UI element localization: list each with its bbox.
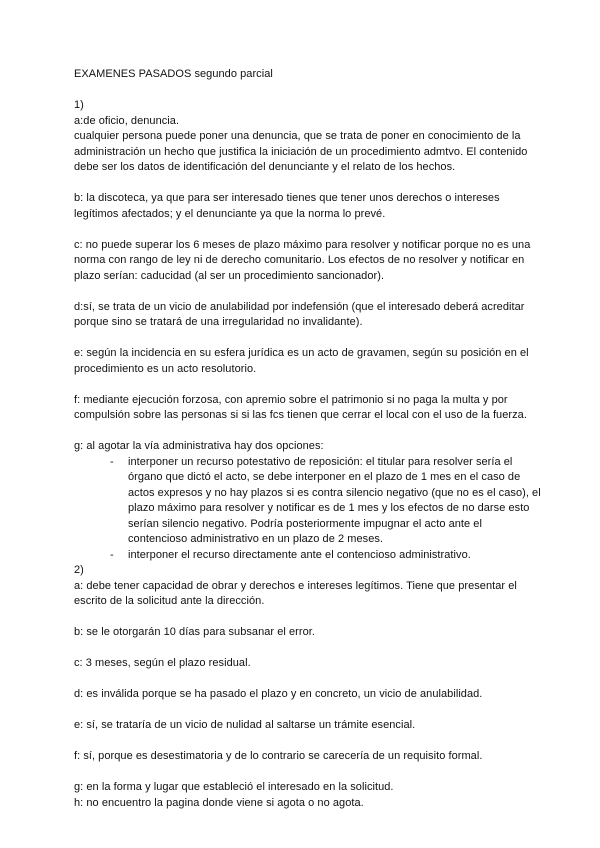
answer-1g-intro: g: al agotar la vía administrativa hay dos opciones: [74,440,324,452]
dash-bullet: - [110,455,114,468]
answer-2b: b: se le otorgarán 10 días para subsanar el error. [74,626,315,638]
answer-1d: d:sí, se trata de un vicio de anulabilidad por indefensión (que el interesado deberá acreditar porque sino se tratará de una irregularidad no invalidante). [74,300,525,328]
answer-1c: c: no puede superar los 6 meses de plazo máximo para resolver y notificar porque no es una norma con rango de ley ni de derecho comunitario. Los efectos de no resolver y notificar en plazo serían: caducidad (al ser un procedimiento sancionador). [74,238,531,282]
answer-1a-line2: cualquier persona puede poner una denuncia, que se trata de poner en conocimiento de la administración un hecho que justifica la iniciación de un procedimiento admtvo. El contenido debe ser los datos de identificación del denunciante y el relato de los hechos. [74,130,528,173]
answer-2e: e: sí, se trataría de un vicio de nulidad al saltarse un trámite esencial. [74,719,416,731]
answer-1g-options [74,455,542,564]
list-item [110,548,542,564]
answer-2c: c: 3 meses, según el plazo residual. [74,657,251,669]
list-item-text: interponer un recurso potestativo de reposición: el titular para resolver sería el órgano que dictó el acto, se debe interponer en el plazo de 1 mes en el caso de actos expresos y no hay plazos si es contra silencio negativo (que no es el caso), el plazo máximo para resolver y notificar es de 1 mes y los efectos de no darse esto serían silencio negativo. Podría posteriormente impugnar el acto ante el contencioso administrativo en un plazo de 2 meses. [128,455,541,545]
list-item-text: interponer el recurso directamente ante el contencioso administrativo. [128,548,471,561]
section-2-number: 2) [74,564,84,576]
answer-1e: e: según la incidencia en su esfera jurídica es un acto de gravamen, según su posición en el procedimiento es un acto resolutorio. [74,347,529,375]
answer-1a-line1: a:de oficio, denuncia. [74,114,180,127]
answer-2h: h: no encuentro la pagina donde viene si agota o no agota. [74,796,364,809]
answer-2g: g: en la forma y lugar que estableció el interesado en la solicitud. [74,781,394,793]
dash-bullet: - [110,548,114,561]
answer-1f: f: mediante ejecución forzosa, con apremio sobre el patrimonio si no paga la multa y por compulsión sobre las personas si si las fcs tienen que cerrar el local con el uso de la fuerza. [74,393,527,421]
section-1-number: 1) [74,99,84,111]
answer-2a: a: debe tener capacidad de obrar y derechos e intereses legítimos. Tiene que presentar el escrito de la solicitud ante la dirección. [74,579,517,607]
list-item [110,455,542,548]
document-title: EXAMENES PASADOS segundo parcial [74,68,273,80]
answer-2d: d: es inválida porque se ha pasado el plazo y en concreto, un vicio de anulabilidad. [74,688,483,700]
answer-2f: f: sí, porque es desestimatoria y de lo contrario se carecería de un requisito formal. [74,750,483,762]
answer-1b: b: la discoteca, ya que para ser interesado tienes que tener unos derechos o intereses legítimos afectados; y el denunciante ya que la norma lo prevé. [74,192,500,220]
